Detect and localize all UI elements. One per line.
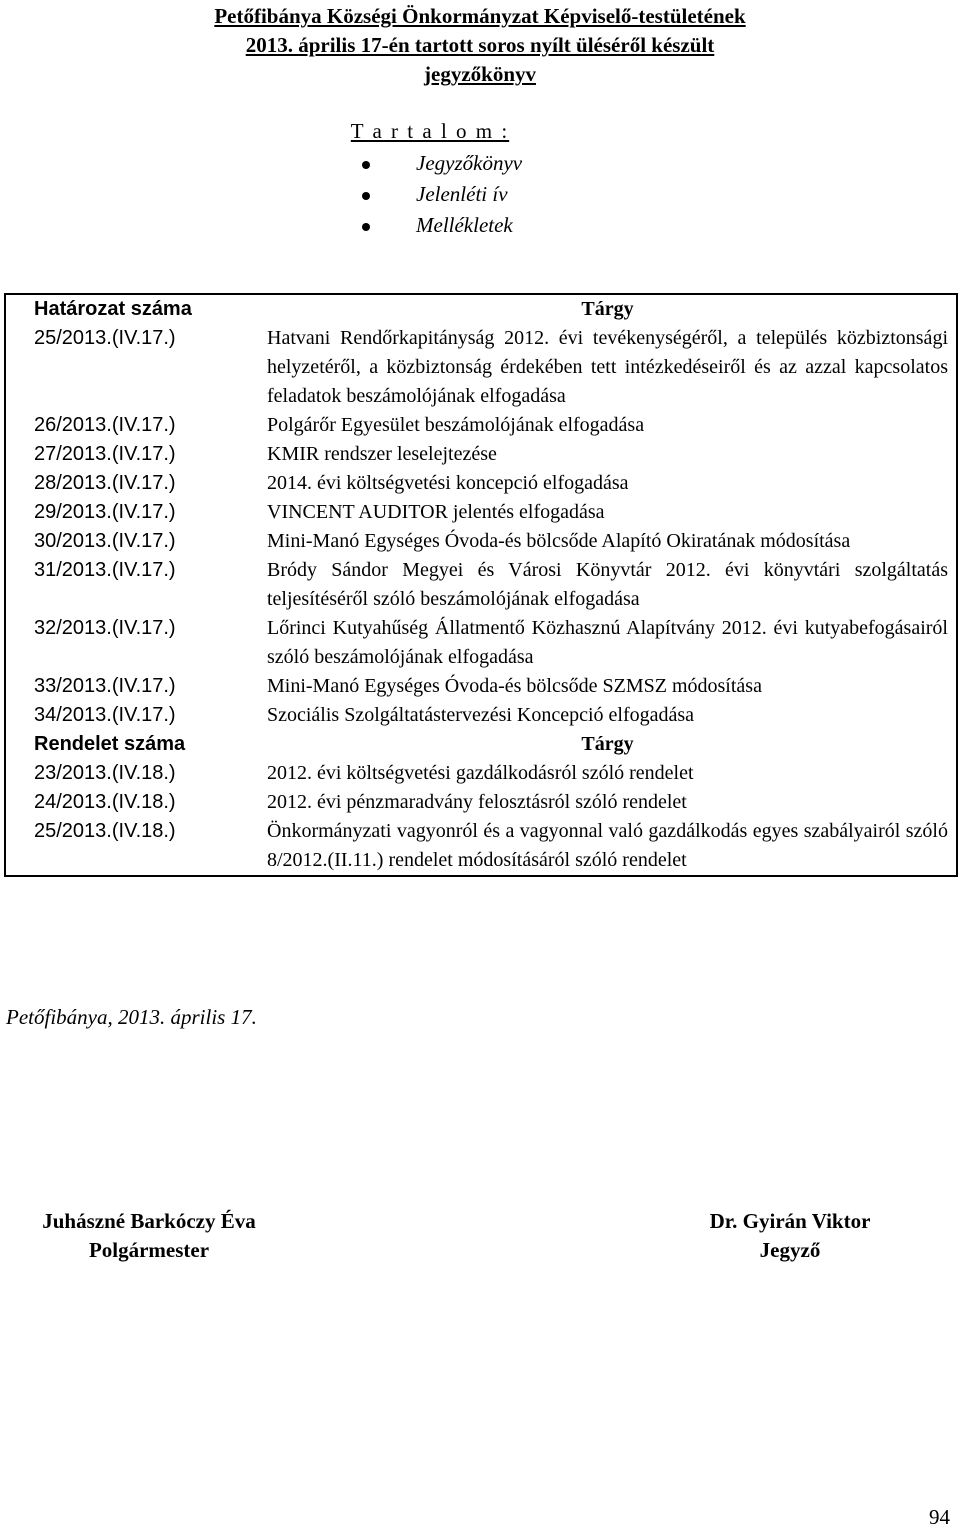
table-row bbox=[5, 614, 957, 672]
resolutions-header-row bbox=[5, 294, 957, 324]
resolution-number: 31/2013.(IV.17.) bbox=[34, 559, 176, 581]
resolution-subject: Hatvani Rendőrkapitányság 2012. évi tevékenységéről, a település közbiztonsági helyzetéről, a közbiztonság érdekében tett intézkedéseiről és az azzal kapcsolatos feladatok beszámolójának elfogadása bbox=[267, 327, 948, 407]
table-row bbox=[5, 498, 957, 527]
resolution-number: 26/2013.(IV.17.) bbox=[34, 414, 176, 436]
table-row bbox=[5, 759, 957, 788]
table-row bbox=[5, 411, 957, 440]
resolution-subject: Szociális Szolgáltatástervezési Koncepció elfogadása bbox=[267, 704, 695, 726]
resolution-number: 30/2013.(IV.17.) bbox=[34, 530, 176, 552]
resolution-subject: 2014. évi költségvetési koncepció elfogadása bbox=[267, 472, 629, 494]
decree-number: 25/2013.(IV.18.) bbox=[34, 820, 176, 842]
resolution-subject: Mini-Manó Egységes Óvoda-és bölcsőde SZMSZ módosítása bbox=[267, 675, 762, 697]
notary-title: Jegyző bbox=[759, 1238, 821, 1262]
toc-list bbox=[0, 148, 960, 241]
table-row bbox=[5, 788, 957, 817]
resolution-number: 34/2013.(IV.17.) bbox=[34, 704, 176, 726]
resolution-number: 28/2013.(IV.17.) bbox=[34, 472, 176, 494]
mayor-title: Polgármester bbox=[88, 1238, 210, 1262]
resolution-subject: KMIR rendszer leselejtezése bbox=[267, 443, 497, 465]
resolution-subject: Polgárőr Egyesület beszámolójának elfogadása bbox=[267, 414, 645, 436]
title-line-2: 2013. április 17-én tartott soros nyílt üléséről készült bbox=[245, 33, 715, 57]
resolution-subject: VINCENT AUDITOR jelentés elfogadása bbox=[267, 501, 605, 523]
table-row bbox=[5, 469, 957, 498]
place-and-date: Petőfibánya, 2013. április 17. bbox=[6, 1005, 257, 1029]
table-row bbox=[5, 324, 957, 411]
resolution-subject: Lőrinci Kutyahűség Állatmentő Közhasznú Alapítvány 2012. évi kutyabefogásairól szóló beszámolójának elfogadása bbox=[267, 617, 948, 668]
toc-item: Jelenléti ív bbox=[0, 179, 960, 210]
resolution-number: 33/2013.(IV.17.) bbox=[34, 675, 176, 697]
table-row bbox=[5, 440, 957, 469]
table-row bbox=[5, 672, 957, 701]
decrees-header-number: Rendelet száma bbox=[34, 733, 186, 755]
resolution-number: 29/2013.(IV.17.) bbox=[34, 501, 176, 523]
table-row bbox=[5, 556, 957, 614]
resolution-subject: Bródy Sándor Megyei és Városi Könyvtár 2012. évi könyvtári szolgáltatás teljesítéséről szóló beszámolójának elfogadása bbox=[267, 559, 948, 610]
resolution-number: 32/2013.(IV.17.) bbox=[34, 617, 176, 639]
title-line-1: Petőfibánya Községi Önkormányzat Képviselő-testületének bbox=[214, 4, 746, 28]
decree-subject: Önkormányzati vagyonról és a vagyonnal való gazdálkodás egyes szabályairól szóló 8/2012.(II.11.) rendelet módosításáról szóló rendelet bbox=[267, 820, 948, 871]
resolution-number: 25/2013.(IV.17.) bbox=[34, 327, 176, 349]
toc-item: Mellékletek bbox=[0, 210, 960, 241]
notary-name: Dr. Gyirán Viktor bbox=[709, 1209, 871, 1233]
decree-subject: 2012. évi költségvetési gazdálkodásról szóló rendelet bbox=[267, 762, 694, 784]
toc-item: Jegyzőkönyv bbox=[0, 148, 960, 179]
resolutions-header-subject: Tárgy bbox=[267, 294, 957, 324]
decrees-header-row bbox=[5, 730, 957, 759]
table-of-contents bbox=[0, 118, 960, 241]
title-line-3: jegyzőkönyv bbox=[424, 62, 536, 86]
mayor-name: Juhászné Barkóczy Éva bbox=[42, 1209, 256, 1233]
decree-subject: 2012. évi pénzmaradvány felosztásról szóló rendelet bbox=[267, 791, 687, 813]
document-title bbox=[0, 2, 960, 89]
resolution-number: 27/2013.(IV.17.) bbox=[34, 443, 176, 465]
page-number: 94 bbox=[929, 1505, 950, 1529]
resolution-subject: Mini-Manó Egységes Óvoda-és bölcsőde Alapító Okiratának módosítása bbox=[267, 530, 851, 552]
mayor-signature-block bbox=[4, 1207, 294, 1265]
table-row bbox=[5, 527, 957, 556]
decree-number: 24/2013.(IV.18.) bbox=[34, 791, 176, 813]
toc-heading: T a r t a l o m : bbox=[350, 119, 510, 143]
notary-signature-block bbox=[650, 1207, 930, 1265]
resolutions-decrees-table bbox=[4, 293, 958, 877]
resolutions-header-number: Határozat száma bbox=[5, 294, 267, 324]
table-row bbox=[5, 817, 957, 876]
decrees-header-subject: Tárgy bbox=[581, 733, 634, 755]
table-row bbox=[5, 701, 957, 730]
decree-number: 23/2013.(IV.18.) bbox=[34, 762, 176, 784]
